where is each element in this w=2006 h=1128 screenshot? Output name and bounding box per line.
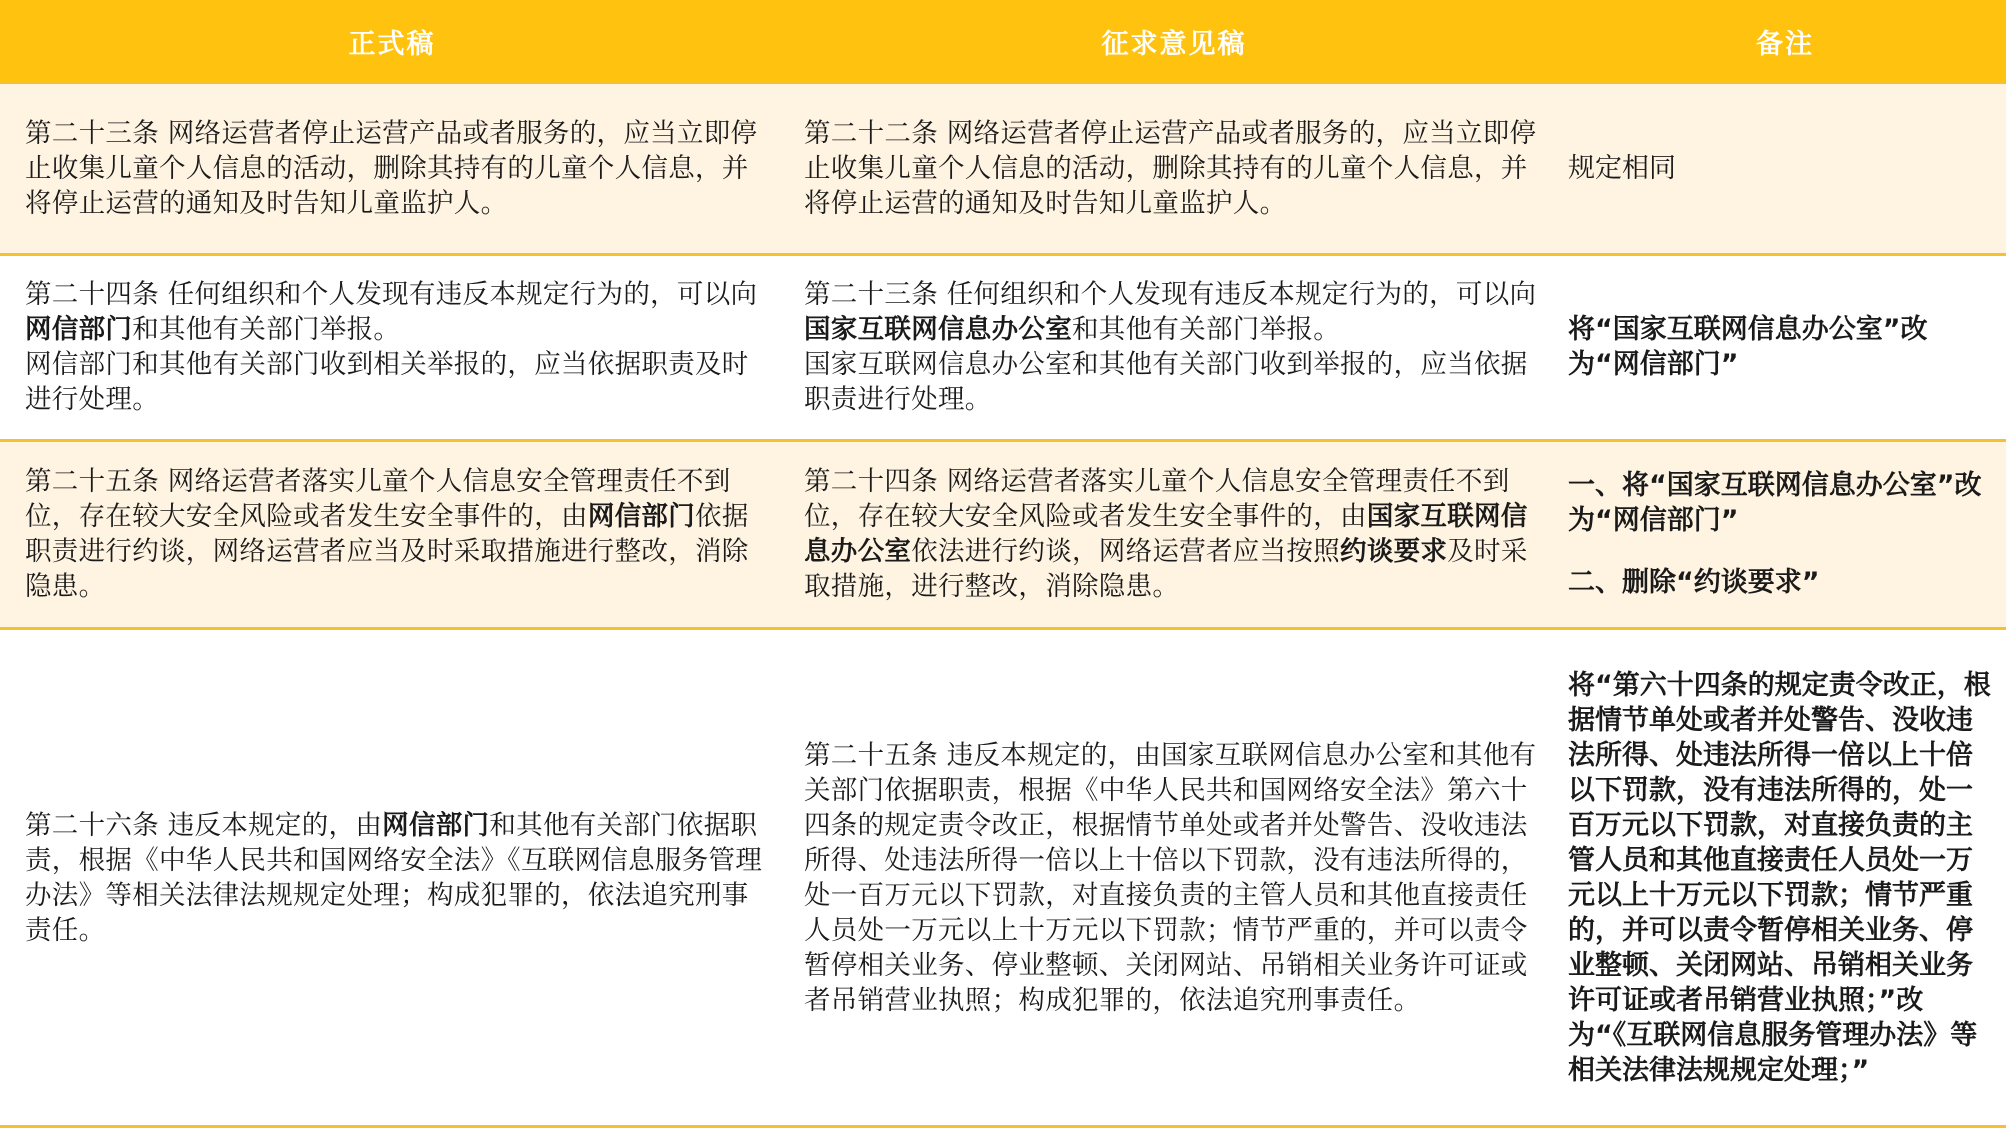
final-cell [0,628,784,1128]
note-text: 规定相同 [1568,152,1676,184]
row-divider [0,253,2006,256]
draft-text-part: 及时采取措施，进行整改，消除隐患。 [804,536,1528,602]
note-text: 将“国家互联网信息办公室”改为“网信部门” [1568,314,1928,380]
header-draft: 征求意见稿 [1101,28,1247,60]
final-text [25,808,774,948]
table-row [0,82,2006,254]
draft-text: 第二十二条 网络运营者停止运营产品或者服务的，应当立即停止收集儿童个人信息的活动，删除其持有的儿童个人信息，并将停止运营的通知及时告知儿童监护人。 [804,117,1537,219]
row-divider [0,627,2006,630]
table-row [0,628,2006,1128]
draft-highlight: 国家互联网信息办公室 [804,501,1528,567]
draft-highlight: 约谈要求 [1340,536,1448,567]
table-row [0,254,2006,440]
row-divider [0,439,2006,442]
draft-highlight: 国家互联网信息办公室 [804,314,1072,345]
draft-text-part: 和其他有关部门举报。 [1072,314,1340,345]
final-text-part: 第二十六条 违反本规定的，由 [25,810,383,841]
note-line: 一、将“国家互联网信息办公室”改为“网信部门” [1568,470,1982,536]
final-highlight: 网信部门 [25,314,133,345]
final-text-paragraph: 网信部门和其他有关部门收到相关举报的，应当依据职责及时进行处理。 [25,349,749,415]
note-text [1568,441,1998,627]
draft-text [804,464,1554,604]
final-text-part: 第二十四条 任何组织和个人发现有违反本规定行为的，可以向 [25,279,758,310]
draft-text [804,277,1554,417]
note-text: 将“第六十四条的规定责令改正，根据情节单处或者并处警告、没收违法所得、处违法所得一倍以上十倍以下罚款，没有违法所得的，处一百万元以下罚款，对直接负责的主管人员和其他直接责任人员处一万元以上十万元以下罚款；情节严重的，并可以责令暂停相关业务、停业整顿、关闭网站、吊销相关业务许可证或者吊销营业执照；”改为“《互联网信息服务管理办法》等相关法律法规规定处理；” [1568,670,1991,1086]
note-cell [1564,440,2006,628]
table-row [0,440,2006,628]
table-header-row [0,0,2006,82]
note-cell [1564,628,2006,1128]
final-highlight: 网信部门 [382,810,490,841]
draft-cell [784,440,1564,628]
final-text-part: 和其他有关部门举报。 [132,314,401,345]
final-text-part: 第二十五条 网络运营者落实儿童个人信息安全管理责任不到位，存在较大安全风险或者发生安全事件的，由 [25,466,731,532]
draft-cell [784,82,1564,254]
row-divider [0,81,2006,84]
final-text: 第二十三条 网络运营者停止运营产品或者服务的，应当立即停止收集儿童个人信息的活动，删除其持有的儿童个人信息，并将停止运营的通知及时告知儿童监护人。 [25,117,758,219]
draft-text-part: 第二十三条 任何组织和个人发现有违反本规定行为的，可以向 [804,279,1537,310]
draft-text-paragraph: 国家互联网信息办公室和其他有关部门收到举报的，应当依据职责进行处理。 [804,349,1528,415]
final-text [25,277,774,417]
draft-text: 第二十五条 违反本规定的，由国家互联网信息办公室和其他有关部门依据职责，根据《中华人民共和国网络安全法》第六十四条的规定责令改正，根据情节单处或者并处警告、没收违法所得、处违法所得一倍以上十倍以下罚款，没有违法所得的，处一百万元以下罚款，对直接负责的主管人员和其他直接责任人员处一万元以上十万元以下罚款；情节严重的，并可以责令暂停相关业务、停业整顿、关闭网站、吊销相关业务许可证或者吊销营业执照；构成犯罪的，依法追究刑事责任。 [804,740,1537,1016]
draft-cell [784,628,1564,1128]
header-note: 备注 [1756,28,1814,60]
final-cell [0,254,784,440]
note-cell [1564,254,2006,440]
note-line: 二、删除“约谈要求” [1568,567,1820,598]
final-text-part: 和其他有关部门依据职责，根据《中华人民共和国网络安全法》《互联网信息服务管理办法》等相关法律法规规定处理；构成犯罪的，依法追究刑事责任。 [25,810,763,946]
final-cell [0,440,784,628]
header-final: 正式稿 [348,28,436,60]
draft-text-part: 第二十四条 网络运营者落实儿童个人信息安全管理责任不到位，存在较大安全风险或者发生安全事件的，由 [804,466,1510,532]
final-cell [0,82,784,254]
final-highlight: 网信部门 [587,501,696,532]
final-text [25,464,774,604]
draft-text-part: 依法进行约谈，网络运营者应当按照 [911,536,1341,567]
final-text-part: 依据职责进行约谈，网络运营者应当及时采取措施进行整改，消除隐患。 [25,501,749,602]
draft-cell [784,254,1564,440]
note-cell [1564,82,2006,254]
